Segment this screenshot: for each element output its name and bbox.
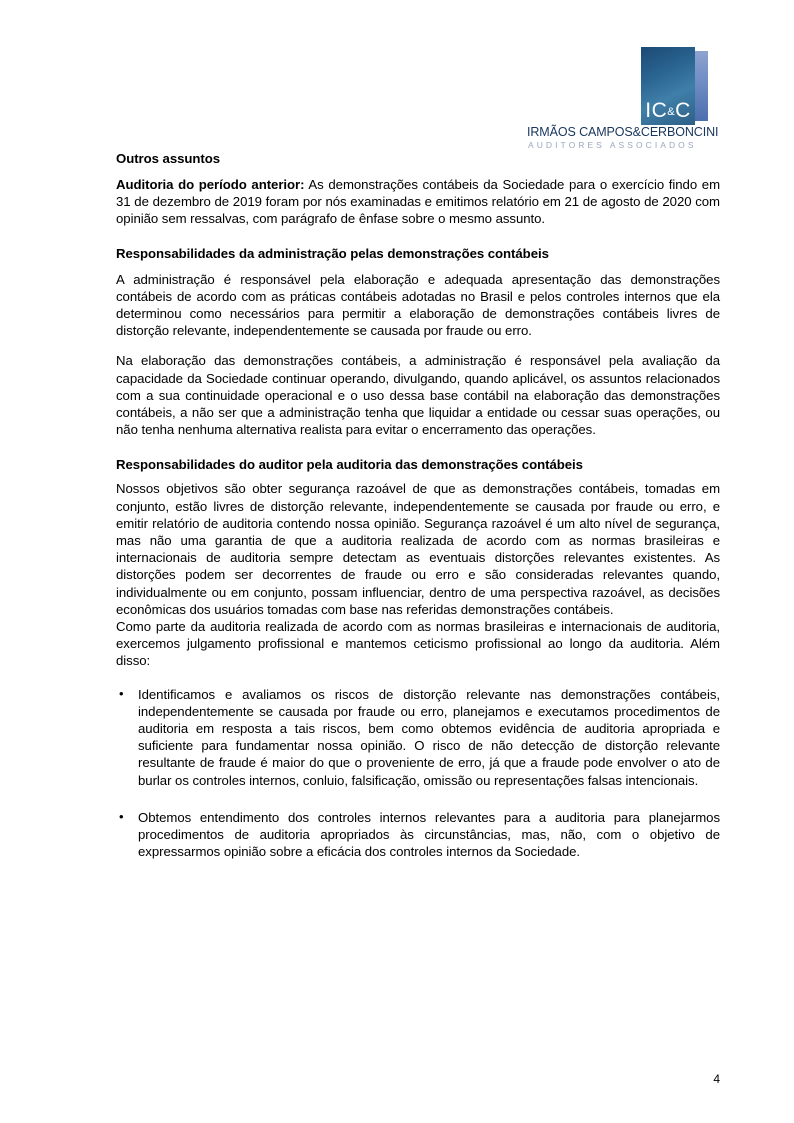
logo-company-name: IRMÃOS CAMPOS&CERBONCINI [527, 125, 719, 139]
logo-initials-ampersand: & [667, 106, 676, 118]
heading-responsabilidades-administracao: Responsabilidades da administração pelas demonstrações contábeis [116, 245, 549, 261]
paragraph-auditor-2: Como parte da auditoria realizada de acordo com as normas brasileiras e internacionais de auditoria, exercemos julgamento profissional e mantemos ceticismo profissional ao longo da auditoria. Além disso: [116, 619, 720, 669]
page-number: 4 [713, 1072, 720, 1086]
heading-responsabilidades-auditor: Responsabilidades do auditor pela auditoria das demonstrações contábeis [116, 457, 583, 473]
prior-audit-label: Auditoria do período anterior: [116, 177, 305, 192]
paragraph-management-2: Na elaboração das demonstrações contábeis, a administração é responsável pela avaliação da capacidade da Sociedade continuar operando, divulgando, quando aplicável, os assuntos relacionados com a sua continuidade operacional e o uso dessa base contábil na elaboração das demonstrações contábeis, a não ser que a administração tenha que liquidar a entidade ou cessar suas operações, ou não tenha nenhuma alternativa realista para evitar o encerramento das operações. [116, 353, 720, 438]
logo-initials-right: C [675, 99, 691, 122]
auditor-responsibilities-list [116, 686, 720, 861]
paragraph-management-1: A administração é responsável pela elaboração e adequada apresentação das demonstrações contábeis de acordo com as práticas contábeis adotadas no Brasil e pelos controles internos que ela determinou como necessários para permitir a elaboração de demonstrações contábeis livres de distorção relevante, independentemente se causada por fraude ou erro. [116, 271, 720, 339]
logo-initials-left: IC [645, 99, 668, 122]
logo-front-panel-icon [641, 47, 695, 125]
prior-audit-text: As demonstrações contábeis da Sociedade para o exercício findo em 31 de dezembro de 2019 foram por nós examinadas e emitimos relatório em 21 de agosto de 2020 com opinião sem ressalvas, com parágrafo de ênfase sobre o mesmo assunto. [116, 177, 721, 227]
logo-mark-icon [527, 47, 723, 125]
heading-outros-assuntos: Outros assuntos [116, 151, 221, 166]
logo-initials [641, 100, 695, 121]
paragraph-auditor-1: Nossos objetivos são obter segurança razoável de que as demonstrações contábeis, tomadas em conjunto, estão livres de distorção relevante, independentemente se causada por fraude ou erro, e emitir relatório de auditoria contendo nossa opinião. Segurança razoável é um alto nível de segurança, mas não uma garantia de que a auditoria realizada de acordo com as normas brasileiras e internacionais de auditoria sempre detectam as eventuais distorções relevantes existentes. As distorções podem ser decorrentes de fraude ou erro e são consideradas relevantes quando, individualmente ou em conjunto, possam influenciar, dentro de uma perspectiva razoável, as decisões econômicas dos usuários tomadas com base nas referidas demonstrações contábeis. [116, 481, 720, 617]
list-item: • Obtemos entendimento dos controles internos relevantes para a auditoria para planejarmos procedimentos de auditoria apropriados às circunstâncias, mas, não, com o objetivo de expressarmos opinião sobre a eficácia dos controles internos da Sociedade. [116, 809, 720, 861]
list-item: • Identificamos e avaliamos os riscos de distorção relevante nas demonstrações contábeis, independentemente se causada por fraude ou erro, planejamos e executamos procedimentos de auditoria em resposta a tais riscos, bem como obtemos evidência de auditoria apropriada e suficiente para fundamentar nossa opinião. O risco de não detecção de distorção relevante resultante de fraude é maior do que o proveniente de erro, já que a fraude pode envolver o ato de burlar os controles internos, conluio, falsificação, omissão ou representações falsas intencionais. [116, 686, 720, 789]
paragraph-prior-period-audit [116, 176, 720, 228]
document-body [116, 150, 720, 881]
company-logo [527, 47, 723, 150]
logo-tagline: AUDITORES ASSOCIADOS [528, 140, 697, 150]
